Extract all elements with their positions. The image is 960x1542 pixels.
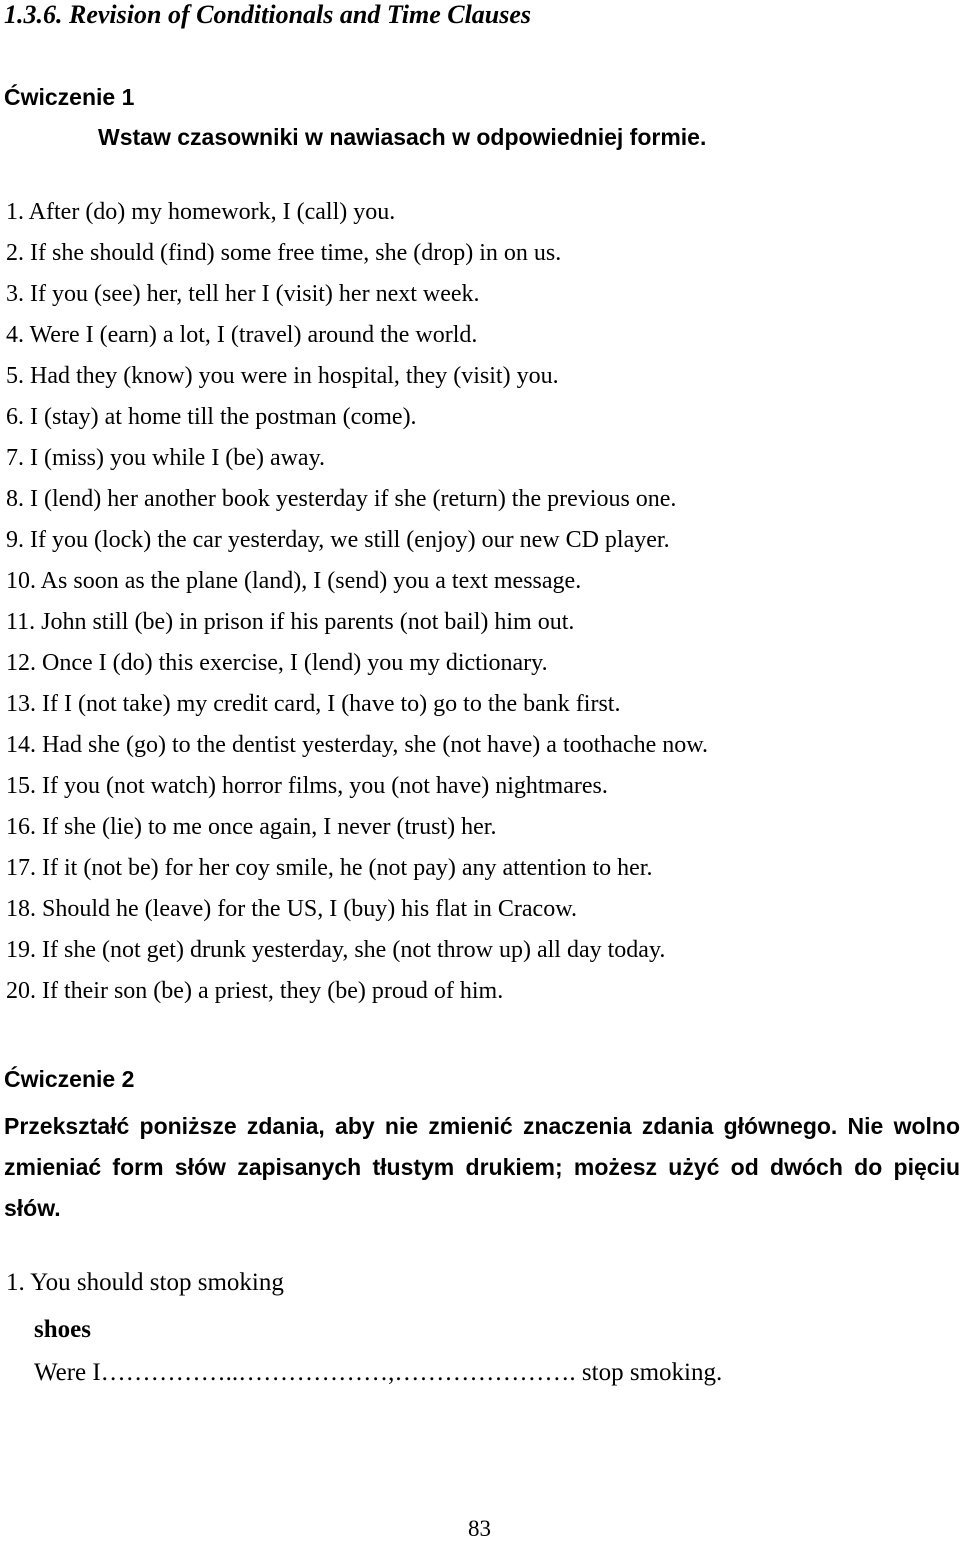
list-item: 12. Once I (do) this exercise, I (lend) you my dictionary. [6, 650, 548, 676]
list-item: 10. As soon as the plane (land), I (send) you a text message. [6, 568, 582, 594]
exercise-1-list [6, 197, 708, 1017]
list-item: 19. If she (not get) drunk yesterday, she (not throw up) all day today. [6, 937, 666, 963]
exercise-1-instruction: Wstaw czasowniki w nawiasach w odpowiedniej formie. [98, 124, 707, 150]
exercise-2-keyword: shoes [34, 1316, 91, 1343]
list-item: 14. Had she (go) to the dentist yesterday, she (not have) a toothache now. [6, 732, 709, 758]
list-item: 16. If she (lie) to me once again, I never (trust) her. [6, 814, 497, 840]
list-item: 17. If it (not be) for her coy smile, he (not pay) any attention to her. [6, 855, 653, 881]
list-item: 13. If I (not take) my credit card, I (have to) go to the bank first. [6, 691, 621, 717]
section-heading: 1.3.6. Revision of Conditionals and Time Clauses [4, 0, 532, 29]
exercise-2-answer-line: Were I……………..………………,…………………. stop smoking. [34, 1359, 723, 1386]
list-item: 6. I (stay) at home till the postman (come). [6, 404, 417, 430]
list-item: 20. If their son (be) a priest, they (be) proud of him. [6, 978, 504, 1004]
exercise-1-title: Ćwiczenie 1 [4, 84, 135, 110]
list-item: 5. Had they (know) you were in hospital, they (visit) you. [6, 363, 559, 389]
list-item: 18. Should he (leave) for the US, I (buy) his flat in Cracow. [6, 896, 577, 922]
exercise-2-instruction: Przekształć poniższe zdania, aby nie zmienić znaczenia zdania głównego. Nie wolno zmieniać form słów zapisanych tłustym drukiem; możesz użyć od dwóch do pięciu słów. [4, 1113, 960, 1221]
list-item: 2. If she should (find) some free time, she (drop) in on us. [6, 240, 562, 266]
list-item: 3. If you (see) her, tell her I (visit) her next week. [6, 281, 480, 307]
page-number: 83 [468, 1516, 491, 1541]
list-item: 15. If you (not watch) horror films, you (not have) nightmares. [6, 773, 608, 799]
exercise-2-title: Ćwiczenie 2 [4, 1066, 135, 1092]
list-item: 9. If you (lock) the car yesterday, we still (enjoy) our new CD player. [6, 527, 670, 553]
list-item: 7. I (miss) you while I (be) away. [6, 445, 326, 471]
list-item: 4. Were I (earn) a lot, I (travel) around the world. [6, 322, 478, 348]
exercise-2-sentence: 1. You should stop smoking [6, 1269, 284, 1296]
list-item: 1. After (do) my homework, I (call) you. [6, 199, 396, 225]
list-item: 11. John still (be) in prison if his parents (not bail) him out. [6, 609, 575, 635]
list-item: 8. I (lend) her another book yesterday if she (return) the previous one. [6, 486, 677, 512]
